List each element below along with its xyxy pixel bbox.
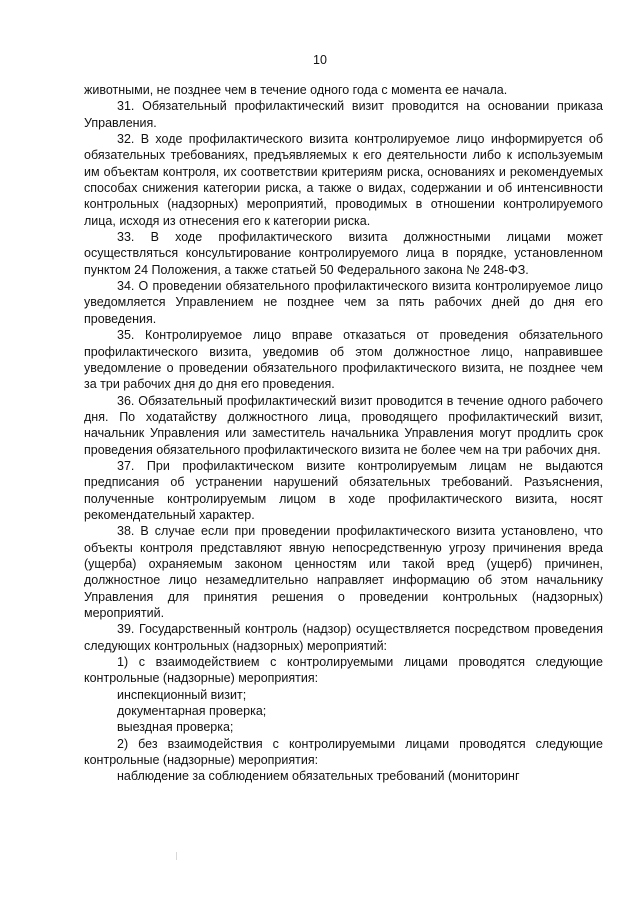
- paragraph-35: 35. Контролируемое лицо вправе отказаться от проведения обязательного профилактического визита, уведомив об этом должностное лицо, направившее уведомление о проведении обязательного профилактического визита, не позднее чем за три рабочих дня до дня его проведения.: [84, 328, 603, 392]
- list-item-onsite-check: выездная проверка;: [117, 720, 234, 735]
- scan-mark: [176, 852, 177, 860]
- page-number: 10: [313, 53, 327, 67]
- paragraph-monitoring: наблюдение за соблюдением обязательных требований (мониторинг: [117, 769, 520, 784]
- paragraph-31: 31. Обязательный профилактический визит проводится на основании приказа Управления.: [84, 99, 603, 130]
- paragraph-33: 33. В ходе профилактического визита должностными лицами может осуществляться консультирование контролируемого лица в порядке, установленном пунктом 24 Положения, а также статьей 50 Федерального закона № 248-ФЗ.: [84, 230, 603, 277]
- list-item-without-interaction: 2) без взаимодействия с контролируемыми лицами проводятся следующие контрольные (надзорные) мероприятия:: [84, 736, 603, 768]
- paragraph-39: 39. Государственный контроль (надзор) осуществляется посредством проведения следующих контрольных (надзорных) мероприятий:: [84, 622, 603, 653]
- document-body: [84, 82, 603, 785]
- paragraph-37: 37. При профилактическом визите контролируемым лицам не выдаются предписания об устранении нарушений обязательных требований. Разъяснения, полученные контролируемым лицом в ходе профилактического визита, носят рекомендательный характер.: [84, 458, 603, 522]
- list-item-document-check: документарная проверка;: [117, 704, 267, 719]
- paragraph-32: 32. В ходе профилактического визита контролируемое лицо информируется об обязательных требованиях, предъявляемых к его деятельности либо к используемым им объектам контроля, их соответствии критериям риска, основаниях и рекомендуемых способах снижения категории риска, а также о видах, содержании и об интенсивности контрольных (надзорных) мероприятий, проводимых в отношении контролируемого лица, исходя из отнесения его к категории риска.: [84, 132, 603, 228]
- list-item-inspection-visit: инспекционный визит;: [117, 687, 247, 702]
- list-item-with-interaction: 1) с взаимодействием с контролируемыми лицами проводятся следующие контрольные (надзорные) мероприятия:: [84, 655, 603, 686]
- paragraph-continuation: животными, не позднее чем в течение одного года с момента ее начала.: [84, 83, 508, 97]
- paragraph-34: 34. О проведении обязательного профилактического визита контролируемое лицо уведомляется Управлением не позднее чем за пять рабочих дней до дня его проведения.: [84, 279, 603, 326]
- paragraph-38: 38. В случае если при проведении профилактического визита установлено, что объекты контроля представляют явную непосредственную угрозу причинения вреда (ущерба) охраняемым законом ценностям или такой вред (ущерб) причинен, должностное лицо незамедлительно направляет информацию об этом начальнику Управления для принятия решения о проведении контрольных (надзорных) мероприятий.: [84, 524, 603, 620]
- paragraph-36: 36. Обязательный профилактический визит проводится в течение одного рабочего дня. По ходатайству должностного лица, проводящего профилактический визит, начальник Управления или заместитель начальника Управления могут продлить срок проведения обязательного профилактического визита не более чем на три рабочих дня.: [84, 393, 603, 457]
